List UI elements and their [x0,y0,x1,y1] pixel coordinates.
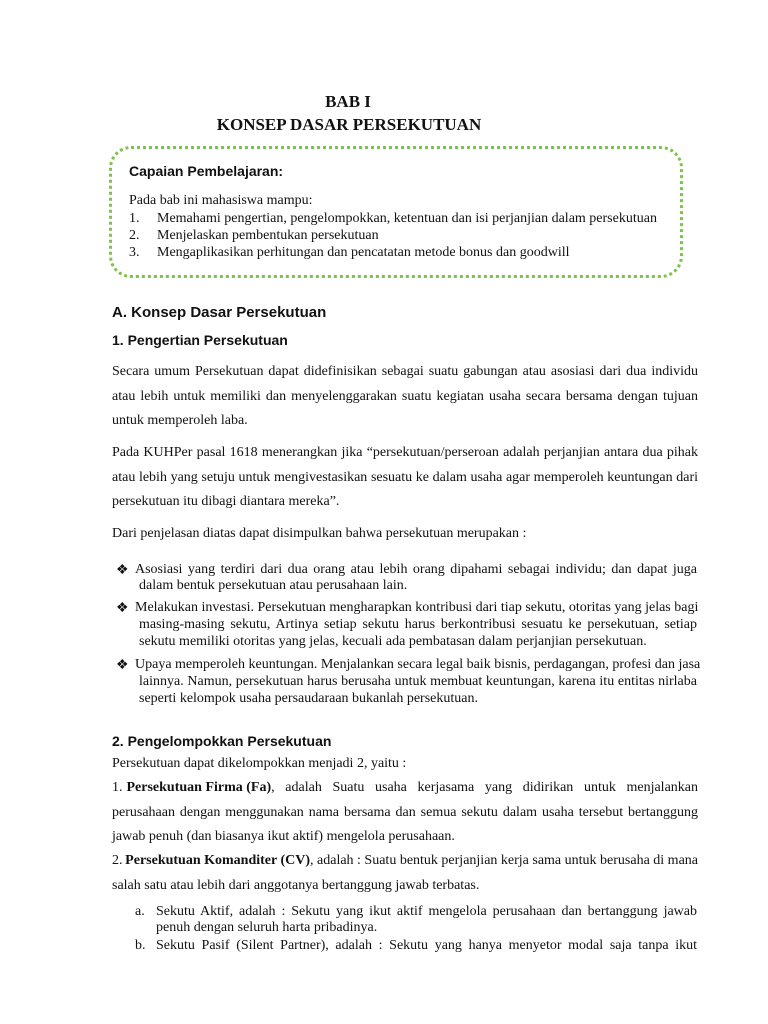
bullet-diamond-icon: ❖ [116,601,129,616]
paragraph-line: salah satu atau lebih dari anggotanya bertanggung jawab terbatas. [112,878,480,893]
subsection-heading: 2. Pengelompokkan Persekutuan [112,733,332,749]
bullet-text: sekutu memiliki otoritas yang jelas, kecuali ada pembatasan dalam perjanjian persekutuan. [139,634,647,649]
subsection-heading: 1. Pengertian Persekutuan [112,332,288,348]
firma-definition-line: 1. Persekutuan Firma (Fa) , adalah Suatu usaha kerjasama yang didirikan untuk menjalankan [112,780,698,795]
paragraph-line: atau lebih untuk memiliki dan menyelenggarakan suatu kegiatan usaha secara bersama dengan tujuan [112,389,698,404]
term-cv: Persekutuan Komanditer (CV) [125,853,311,868]
paragraph-line: Secara umum Persekutuan dapat didefinisikan sebagai suatu gabungan atau asosiasi dari dua individu [112,364,698,379]
bullet-text: dalam bentuk persekutuan atau perusahaan lain. [139,578,408,593]
list-text: Sekutu Pasif (Silent Partner), adalah : Sekutu yang hanya menyetor modal saja tanpa ikut [156,938,697,953]
term-firma: Persekutuan Firma (Fa) [126,780,272,795]
list-label: b. [135,938,146,953]
chapter-title: KONSEP DASAR PERSEKUTUAN [216,115,482,134]
paragraph-line: perusahaan dengan menggunakan nama bersama dan semua sekutu dalam usaha tersebut bertanggung [112,805,698,820]
bullet-text: lainnya. Namun, persekutuan harus berusaha untuk membuat keuntungan, karena itu entitas nirlaba [139,674,697,689]
list-label: a. [135,904,145,919]
bullet-text: seperti kelompok usaha persaudaraan bukanlah persekutuan. [139,691,478,706]
bullet-text: Melakukan investasi. Persekutuan mengharapkan kontribusi dari tiap sekutu, otoritas yang jelas bagi [135,600,699,615]
chapter-number: BAB I [325,92,371,111]
cv-definition-line: 2. Persekutuan Komanditer (CV) , adalah : Suatu bentuk perjanjian kerja sama untuk berusaha di mana [112,853,698,868]
paragraph-line: Dari penjelasan diatas dapat disimpulkan bahwa persekutuan merupakan : [112,526,527,541]
paragraph-line: persekutuan itu dibagi diantara mereka”. [112,494,340,509]
bullet-diamond-icon: ❖ [116,658,129,673]
list-text: penuh dengan seluruh harta pribadinya. [156,920,378,935]
section-heading: A. Konsep Dasar Persekutuan [112,304,327,321]
bullet-text: Asosiasi yang terdiri dari dua orang atau lebih orang dipahami sebagai individu; dan dapat juga [135,562,697,577]
learning-outcomes-box: Capaian Pembelajaran: Pada bab ini mahasiswa mampu: 1. Memahami pengertian, pengelompokkan, ketentuan dan isi perjanjian dalam persekutuan 2. Menjelaskan pembentukan persekutuan 3. Mengaplikasikan perhitungan dan pencatatan metode bonus dan goodwill [109,146,683,278]
paragraph-line: Persekutuan dapat dikelompokkan menjadi 2, yaitu : [112,756,407,771]
bullet-text: masing-masing sekutu, Artinya setiap sekutu harus berkontribusi sesuatu ke persekutuan, setiap [139,617,697,632]
bullet-diamond-icon: ❖ [116,563,129,578]
learning-outcomes-title: Capaian Pembelajaran: [129,163,284,179]
learning-outcomes-intro: Pada bab ini mahasiswa mampu: [129,193,313,208]
list-text: Sekutu Aktif, adalah : Sekutu yang ikut aktif mengelola perusahaan dan bertanggung jawab [156,904,697,919]
paragraph-line: Pada KUHPer pasal 1618 menerangkan jika “persekutuan/perseroan adalah perjanjian antara dua pihak [112,445,698,460]
paragraph-line: atau lebih yang setuju untuk mengivestasikan sesuatu ke dalam usaha agar memperoleh keuntungan dari [112,470,698,485]
bullet-text: Upaya memperoleh keuntungan. Menjalankan secara legal baik bisnis, perdagangan, profesi dan jasa [135,657,701,672]
paragraph-line: untuk memperoleh laba. [112,413,248,428]
paragraph-line: jawab penuh (dan biasanya ikut aktif) mengelola perusahaan. [112,829,455,844]
